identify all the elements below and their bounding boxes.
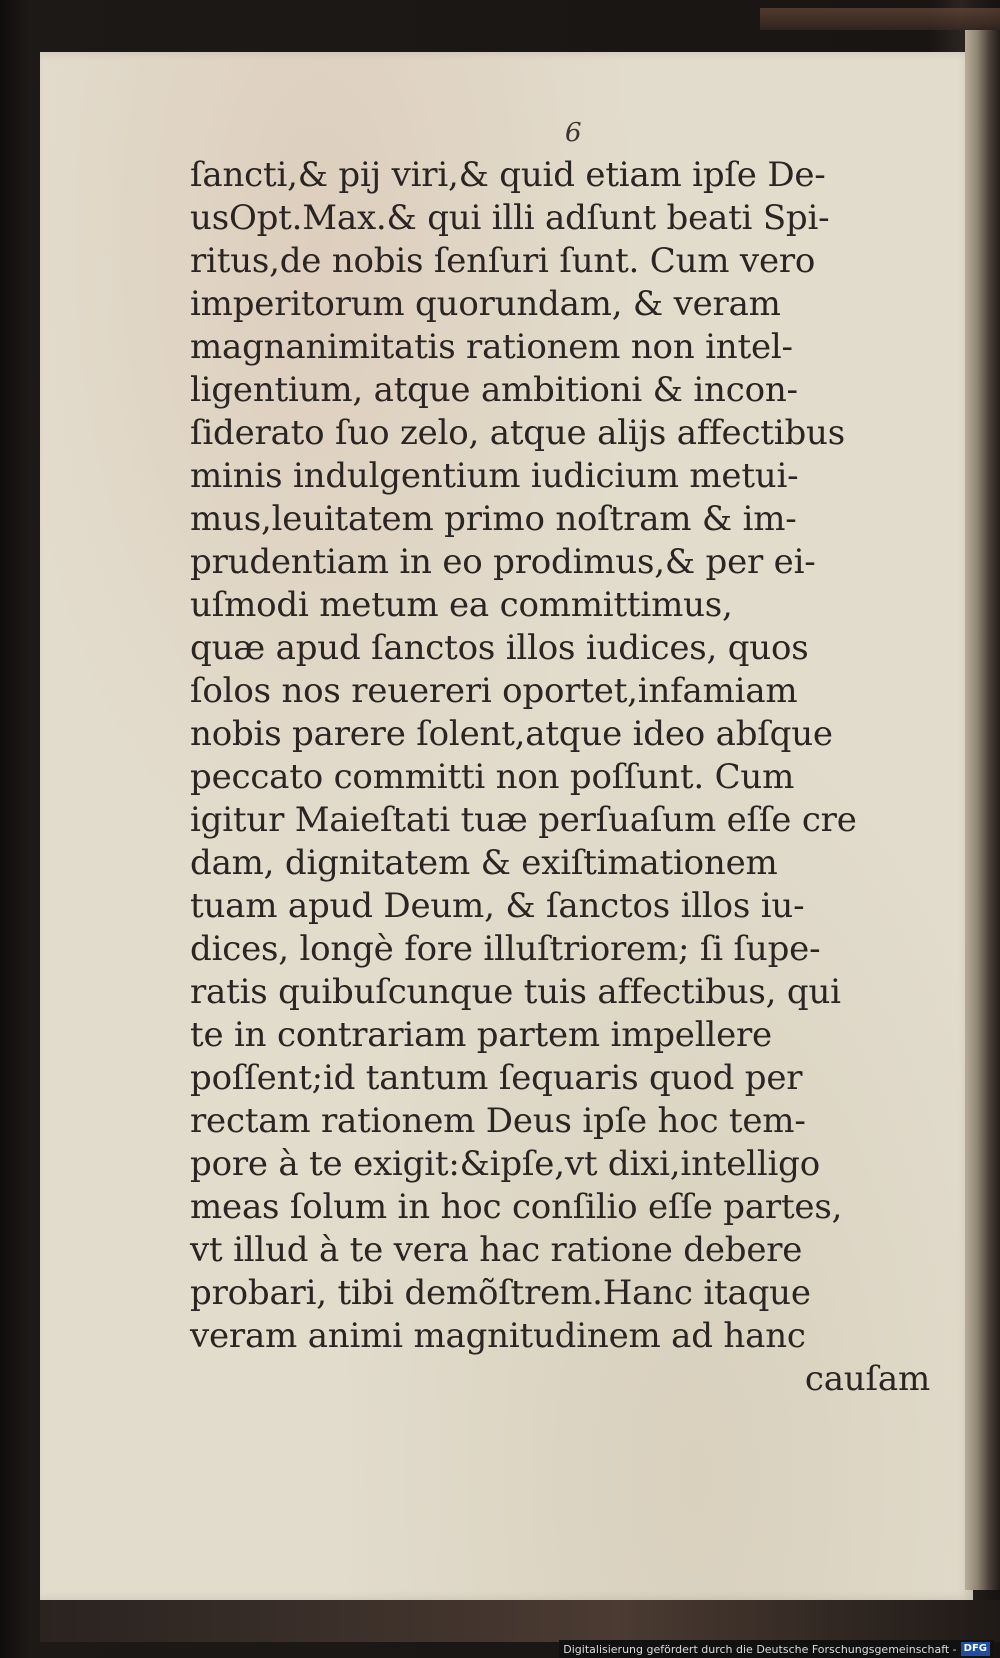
text-line: quæ apud ſanctos illos iudices, quos (190, 628, 809, 668)
text-line: dam, dignitatem & exiſtimationem (190, 843, 778, 883)
text-line: usOpt.Max.& qui illi adſunt beati Spi- (190, 198, 830, 238)
page-edge (965, 30, 1000, 1590)
credit-text: Digitalisierung gefördert durch die Deutsche Forschungsgemeinschaft - (563, 1642, 957, 1656)
text-line: vt illud à te vera hac ratione debere (190, 1230, 803, 1270)
text-line: peccato committi non poſſunt. Cum (190, 757, 795, 797)
text-line: ligentium, atque ambitioni & incon- (190, 370, 798, 410)
text-line: nobis parere ſolent,atque ideo abſque (190, 714, 833, 754)
catchword: cauſam (804, 1359, 930, 1399)
text-line: uſmodi metum ea committimus, (190, 585, 733, 625)
digitization-credit (559, 1640, 994, 1658)
text-line: tuam apud Deum, & ſanctos illos iu- (190, 886, 805, 926)
page-number: 6 (565, 118, 582, 148)
text-line: te in contrariam partem impellere (190, 1015, 772, 1055)
binding-bottom (40, 1600, 1000, 1642)
text-line: rectam rationem Deus ipſe hoc tem- (190, 1101, 806, 1141)
text-line: ſancti,& pij viri,& quid etiam ipſe De- (190, 155, 826, 195)
text-line: prudentiam in eo prodimus,& per ei- (190, 542, 816, 582)
binding-edge (760, 8, 1000, 30)
text-line: igitur Maieſtati tuæ perſuaſum eſſe cre (190, 800, 857, 840)
text-line: meas ſolum in hoc conſilio eſſe partes, (190, 1187, 843, 1227)
text-line: poſſent;id tantum ſequaris quod per (190, 1058, 803, 1098)
text-line: imperitorum quorundam, & veram (190, 284, 781, 324)
text-line: ritus,de nobis ſenſuri ſunt. Cum vero (190, 241, 816, 281)
text-line: ſolos nos reuereri oportet,infamiam (190, 671, 798, 711)
text-line: ſiderato ſuo zelo, atque alijs affectibus (190, 413, 845, 453)
dfg-logo-icon: DFG (961, 1642, 990, 1656)
text-line: veram animi magnitudinem ad hanc (190, 1316, 806, 1356)
text-line: minis indulgentium iudicium metui- (190, 456, 799, 496)
text-line: probari, tibi demõſtrem.Hanc itaque (190, 1273, 811, 1313)
text-line: magnanimitatis rationem non intel- (190, 327, 793, 367)
text-line: dices, longè fore illuſtriorem; ſi ſupe- (190, 929, 821, 969)
text-line: pore à te exigit:&ipſe,vt dixi,intelligo (190, 1144, 821, 1184)
text-line: mus,leuitatem primo noſtram & im- (190, 499, 797, 539)
body-text (190, 110, 930, 1410)
text-line: ratis quibuſcunque tuis affectibus, qui (190, 972, 841, 1012)
